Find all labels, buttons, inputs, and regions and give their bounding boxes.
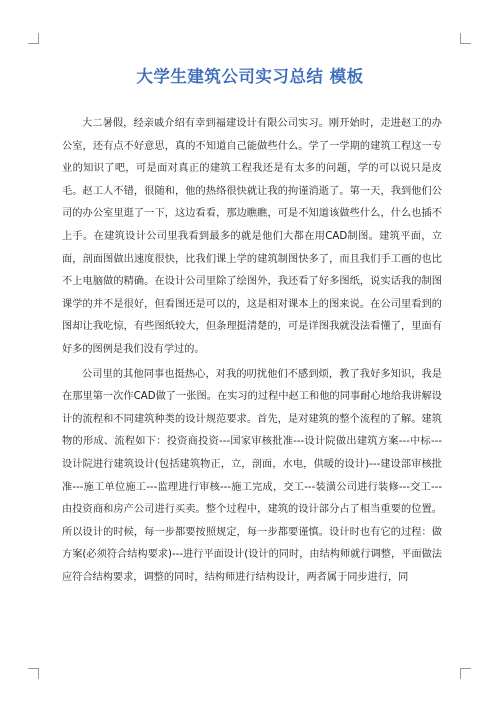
document-title: 大学生建筑公司实习总结 模板 <box>136 67 364 86</box>
crop-mark-bottom-right <box>460 668 471 679</box>
crop-mark-bottom-left <box>28 668 39 679</box>
crop-mark-top-left <box>28 33 39 44</box>
crop-mark-top-right <box>460 33 471 44</box>
paragraph-1: 大二暑假，经亲戚介绍有幸到福建设计有限公司实习。刚开始时，走进赵工的办公室，还有点不好意思，真的不知道自己能做些什么。学了一学期的建筑工程这一专业的知识了吧，可是面对真正的建筑工程我还是有太多的问题，学的可以说只是皮毛。赵工人不错，很随和，他的热络很快就让我的拘谨消逝了。第一天，我到他们公司的办公室里逛了一下，这边看看，那边瞧瞧，可是不知道该做些什么，什么也插不上手。在建筑设计公司里我看到最多的就是他们大都在用CAD制图。建筑平面，立面，剖面图做出速度很快，比我们课上学的建筑制图快多了，而且我们手工画的也比不上电脑做的精确。在设计公司里除了绘图外，我还看了好多图纸，说实话我的制图课学的并不是很好，但看图还是可以的，这是相对课本上的图来说。在公司里看到的图却让我吃惊，有些图纸较大，但条理挺清楚的，可是详图我就没法看懂了，里面有好多的图例是我们没有学过的。 <box>62 118 442 355</box>
paragraph-2: 公司里的其他同事也挺热心，对我的叨扰他们不感到烦，教了我好多知识，我是在那里第一次作CAD做了一张图。在实习的过程中赵工和他的同事耐心地给我讲解设计的流程和不同建筑种类的设计规范要求。首先，是对建筑的整个流程的了解。建筑物的形成、流程如下：投资商投资---国家审核批准---设计院做出建筑方案---中标---设计院进行建筑设计(包括建筑物正，立，剖面，水电，供暖的设计)---建设部审核批准---施工单位施工---监理进行审核---施工完成，交工---装潢公司进行装修---交工---由投资商和房产公司进行买卖。整个过程中，建筑的设计部分占了相当重要的位置。所以设计的时候，每一步都要按照规定，每一步都要谨慎。设计时也有它的过程：做方案(必须符合结构要求)---进行平面设计(设计的同时，由结构师就行调整，平面做法应符合结构要求，调整的同时，结构师进行结构设计，两者属于同步进行，同 <box>62 368 442 583</box>
document-body <box>62 113 442 591</box>
